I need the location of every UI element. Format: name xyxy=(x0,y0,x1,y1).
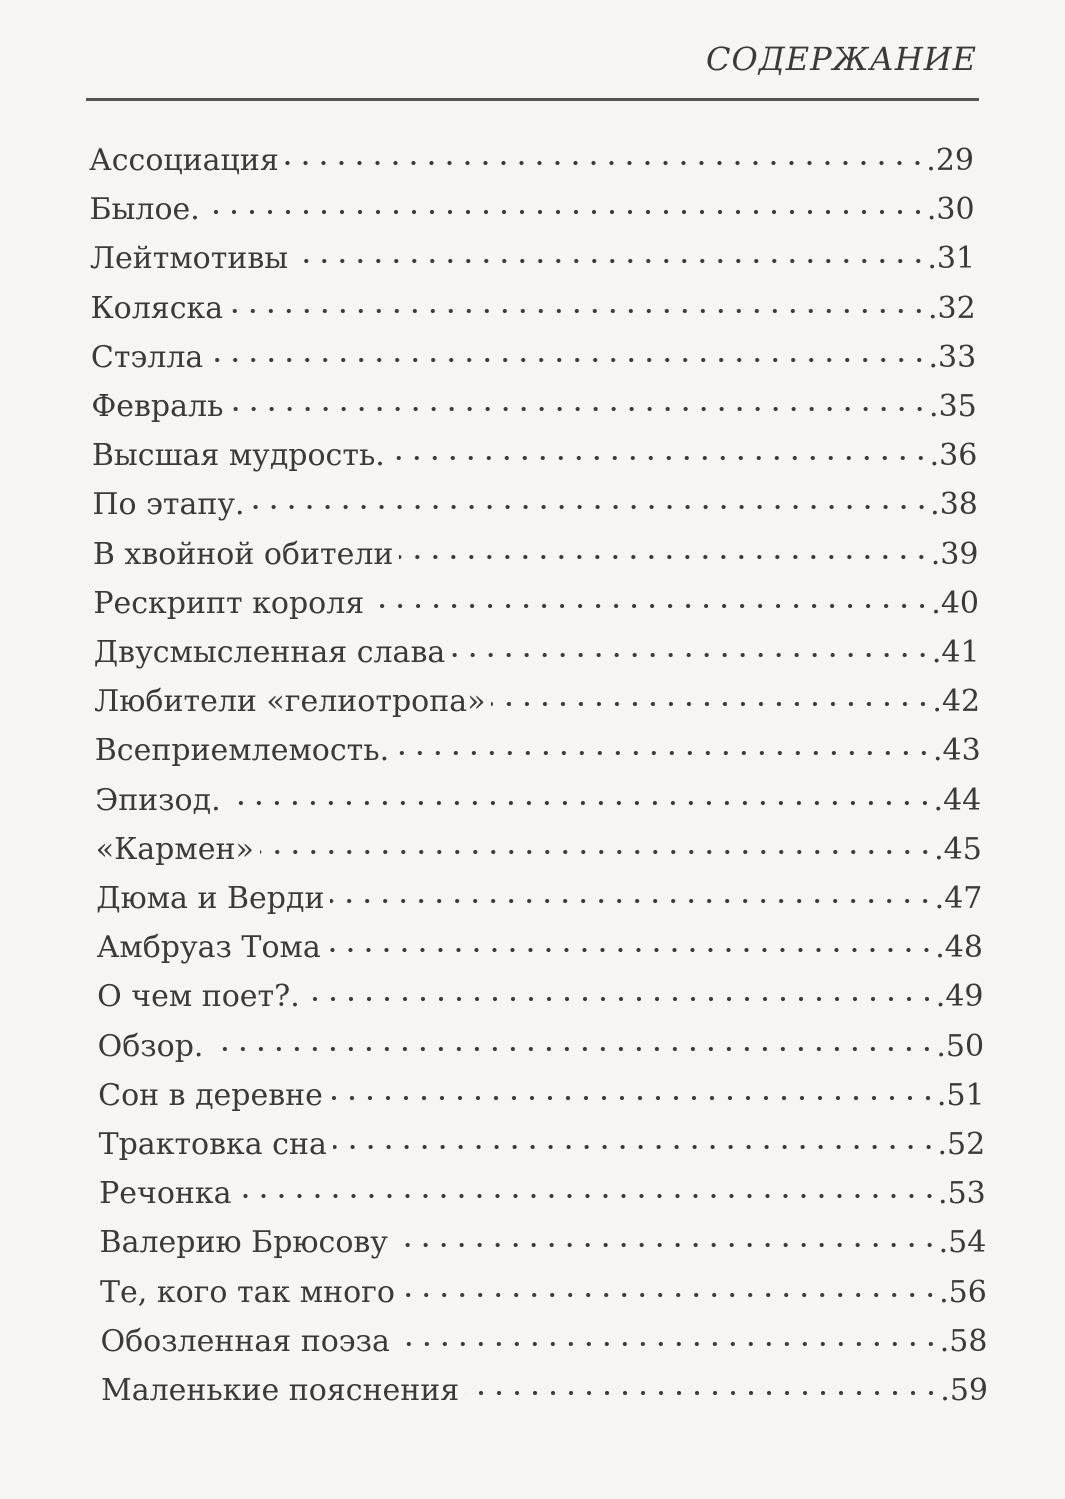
dot-leader xyxy=(285,158,926,168)
toc-entry-title: Обзор. xyxy=(97,1028,204,1064)
toc-entry-title: В хвойной обители xyxy=(92,536,394,572)
toc-entry-title: Февраль xyxy=(91,389,224,424)
dot-leader xyxy=(229,404,929,414)
toc-entry-page-number: . 59 xyxy=(940,1372,988,1410)
page-title: СОДЕРЖАНИЕ xyxy=(706,40,977,78)
dot-leader xyxy=(396,1339,940,1349)
toc-entry xyxy=(95,726,981,770)
toc-entry-title: Трактовка сна xyxy=(98,1127,327,1162)
toc-entry-title: Рескрипт короля xyxy=(93,585,365,621)
toc-entry-page-number: . 41 xyxy=(932,634,980,672)
toc-entry-page-number: . 40 xyxy=(931,585,979,623)
toc-entry-title: Эпизод. xyxy=(95,782,221,818)
toc-entry-page-number: . 42 xyxy=(932,683,980,721)
toc-entry-page-number: . 45 xyxy=(934,831,982,869)
toc-entry-title: Двусмысленная слава xyxy=(93,635,446,670)
dot-leader xyxy=(333,1142,938,1152)
dot-leader xyxy=(327,945,935,955)
toc-entry-page-number: . 58 xyxy=(940,1323,988,1361)
toc-entry xyxy=(99,1169,986,1213)
dot-leader xyxy=(370,601,931,611)
toc-entry-title: Сон в деревне xyxy=(98,1077,323,1113)
dot-leader xyxy=(395,748,933,758)
toc-entry xyxy=(90,234,975,278)
toc-entry-page-number: . 50 xyxy=(936,1028,984,1066)
toc-entry-page-number: . 29 xyxy=(926,142,974,180)
toc-entry xyxy=(94,628,980,672)
dot-leader xyxy=(391,453,930,463)
toc-entry-page-number: . 38 xyxy=(930,486,978,524)
dot-leader xyxy=(451,650,932,660)
toc-entry xyxy=(94,677,980,721)
toc-entry-title: По этапу. xyxy=(92,487,245,523)
dot-leader xyxy=(399,552,930,562)
dot-leader xyxy=(329,1093,937,1103)
toc-entry-page-number: . 31 xyxy=(927,240,975,278)
toc-entry-title: «Кармен» xyxy=(95,831,254,867)
toc-entry-page-number: . 52 xyxy=(937,1126,985,1164)
toc-entry-title: Стэлла xyxy=(90,339,204,375)
toc-entry xyxy=(89,136,974,180)
dot-leader xyxy=(251,502,931,512)
toc-entry-page-number: . 49 xyxy=(936,978,984,1016)
toc-entry-title: Лейтмотивы xyxy=(89,241,289,277)
toc-entry-title: Маленькие пояснения xyxy=(101,1373,460,1408)
toc-entry-page-number: . 51 xyxy=(937,1077,985,1115)
toc-entry xyxy=(100,1268,987,1312)
dot-leader xyxy=(229,306,928,316)
toc-entry-title: Высшая мудрость. xyxy=(91,438,385,474)
toc-entry xyxy=(98,1071,985,1115)
toc-entry-page-number: . 44 xyxy=(934,782,982,820)
toc-entry-title: Валерию Брюсову xyxy=(99,1225,388,1261)
toc-entry-page-number: . 30 xyxy=(927,191,975,229)
toc-entry xyxy=(90,284,975,328)
toc-entry xyxy=(92,431,977,475)
dot-leader xyxy=(206,207,927,217)
dot-leader xyxy=(491,699,932,709)
toc-entry-title: Коляска xyxy=(90,290,224,326)
dot-leader xyxy=(401,1290,939,1300)
toc-entry xyxy=(101,1366,988,1410)
toc-entry-page-number: . 36 xyxy=(930,437,978,475)
toc-entry-title: О чем поет?. xyxy=(97,979,300,1015)
dot-leader xyxy=(227,798,934,808)
toc-entry-title: Ассоциация xyxy=(89,143,279,178)
dot-leader xyxy=(294,256,927,266)
toc-entry-page-number: . 47 xyxy=(935,880,983,918)
toc-entry xyxy=(89,185,974,229)
toc-entry xyxy=(91,382,976,426)
toc-entry-page-number: . 54 xyxy=(939,1224,987,1262)
toc-entry xyxy=(92,480,978,524)
toc-entry-title: Всеприемлемость. xyxy=(94,733,390,769)
toc-entry-page-number: . 53 xyxy=(938,1175,986,1213)
toc-entry-title: Былое. xyxy=(89,192,200,228)
toc-entry-page-number: . 33 xyxy=(928,339,976,377)
dot-leader xyxy=(306,994,936,1004)
dot-leader xyxy=(330,896,934,906)
dot-leader xyxy=(238,1191,938,1201)
dot-leader xyxy=(209,355,928,365)
dot-leader xyxy=(394,1240,939,1250)
toc-entry-title: Обозленная поэза xyxy=(100,1323,390,1359)
toc-entry xyxy=(101,1317,988,1361)
toc-entry-title: Речонка xyxy=(99,1176,232,1212)
toc-entry xyxy=(99,1120,986,1164)
toc-entry xyxy=(97,972,983,1016)
toc-entry-page-number: . 43 xyxy=(933,732,981,770)
toc-entry-page-number: . 32 xyxy=(928,290,976,328)
dot-leader xyxy=(260,847,934,857)
toc-entry xyxy=(98,1022,984,1066)
toc-entry xyxy=(97,923,983,967)
toc-entry-page-number: . 56 xyxy=(939,1274,987,1312)
toc-entry xyxy=(91,333,976,377)
toc-entry-page-number: . 39 xyxy=(931,536,979,574)
toc-entry-page-number: . 35 xyxy=(929,388,977,426)
toc-entry xyxy=(96,825,982,869)
toc-entry xyxy=(95,776,981,820)
toc-entry xyxy=(96,874,982,918)
toc-entry-title: Амбруаз Тома xyxy=(96,930,321,966)
dot-leader xyxy=(465,1388,940,1398)
toc-entry-title: Дюма и Верди xyxy=(96,881,325,916)
toc-entry xyxy=(93,530,979,574)
toc-entry xyxy=(100,1218,987,1262)
toc-entry-title: Любители «гелиотропа» xyxy=(94,684,486,720)
toc-entry-title: Те, кого так много xyxy=(100,1274,395,1310)
toc-entry xyxy=(93,579,979,623)
toc-entry-page-number: . 48 xyxy=(935,929,983,967)
dot-leader xyxy=(209,1044,936,1054)
